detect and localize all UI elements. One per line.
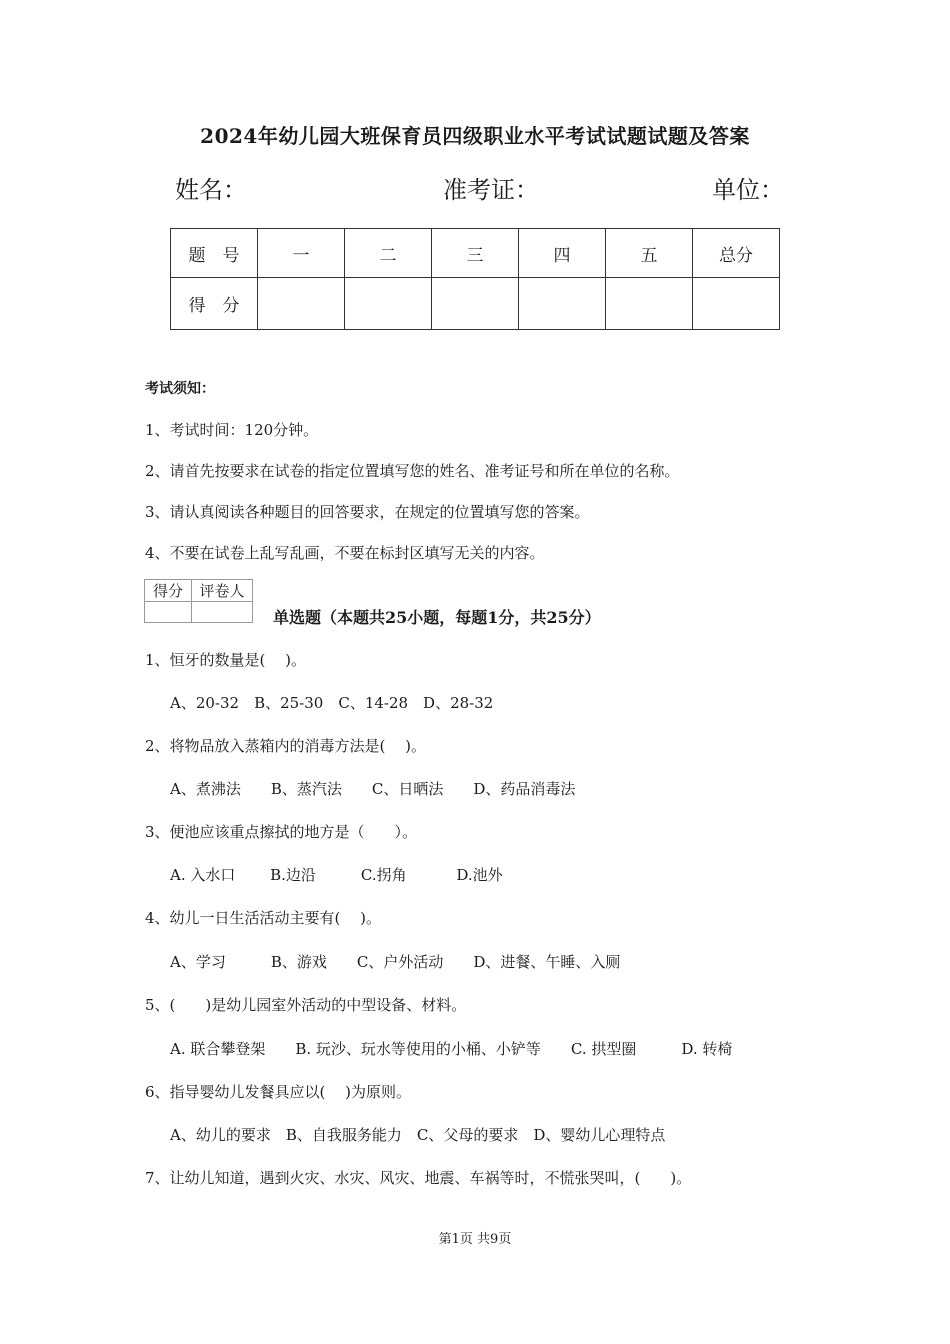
question: 4、幼儿一日生活活动主要有( )。 bbox=[145, 909, 382, 927]
score-table-score-row bbox=[171, 278, 780, 330]
score-header-cell: 题 号 bbox=[171, 229, 258, 278]
notice-item: 3、请认真阅读各种题目的回答要求，在规定的位置填写您的答案。 bbox=[145, 503, 590, 521]
score-header-cell: 一 bbox=[258, 229, 345, 278]
score-header-cell: 二 bbox=[345, 229, 432, 278]
question: 7、让幼儿知道，遇到火灾、水灾、风灾、地震、车祸等时，不慌张哭叫，( )。 bbox=[145, 1169, 692, 1187]
score-header-cell: 三 bbox=[432, 229, 519, 278]
section-title: 单选题（本题共25小题，每题1分，共25分） bbox=[273, 608, 601, 627]
question-options: A、20-32 B、25-30 C、14-28 D、28-32 bbox=[170, 694, 494, 712]
score-header-cell: 五 bbox=[606, 229, 693, 278]
grader-name-label: 评卷人 bbox=[192, 580, 253, 602]
score-cell bbox=[258, 278, 345, 330]
grader-name-cell bbox=[192, 602, 253, 623]
question: 5、( )是幼儿园室外活动的中型设备、材料。 bbox=[145, 996, 467, 1014]
grader-score-label: 得分 bbox=[145, 580, 192, 602]
grader-score-cell bbox=[145, 602, 192, 623]
score-table bbox=[170, 228, 780, 330]
score-table-header-row bbox=[171, 229, 780, 278]
unit-field-label: 单位： bbox=[712, 176, 784, 204]
notice-item: 4、不要在试卷上乱写乱画，不要在标封区填写无关的内容。 bbox=[145, 544, 545, 562]
notice-item: 1、考试时间：120分钟。 bbox=[145, 421, 319, 439]
score-row-label: 得 分 bbox=[171, 278, 258, 330]
page-title: 2024年幼儿园大班保育员四级职业水平考试试题试题及答案 bbox=[200, 124, 750, 148]
score-cell bbox=[606, 278, 693, 330]
score-header-cell: 总分 bbox=[693, 229, 780, 278]
question: 6、指导婴幼儿发餐具应以( )为原则。 bbox=[145, 1083, 412, 1101]
question: 1、恒牙的数量是( )。 bbox=[145, 651, 307, 669]
exam-id-field-label: 准考证： bbox=[443, 176, 539, 204]
score-cell bbox=[432, 278, 519, 330]
question-options: A、煮沸法 B、蒸汽法 C、日晒法 D、药品消毒法 bbox=[170, 780, 576, 798]
notice-heading: 考试须知： bbox=[145, 381, 215, 397]
score-cell bbox=[345, 278, 432, 330]
question-options: A、幼儿的要求 B、自我服务能力 C、父母的要求 D、婴幼儿心理特点 bbox=[170, 1126, 666, 1144]
notice-item: 2、请首先按要求在试卷的指定位置填写您的姓名、准考证号和所在单位的名称。 bbox=[145, 462, 680, 480]
score-cell bbox=[519, 278, 606, 330]
grader-box bbox=[144, 579, 253, 623]
question: 3、便池应该重点擦拭的地方是（ ）。 bbox=[145, 823, 418, 841]
score-header-cell: 四 bbox=[519, 229, 606, 278]
question-options: A、学习 B、游戏 C、户外活动 D、进餐、午睡、入厕 bbox=[170, 953, 621, 971]
question: 2、将物品放入蒸箱内的消毒方法是( )。 bbox=[145, 737, 427, 755]
question-options: A. 联合攀登架 B. 玩沙、玩水等使用的小桶、小铲等 C. 拱型圈 D. 转椅 bbox=[170, 1040, 733, 1058]
question-options: A. 入水口 B.边沿 C.拐角 D.池外 bbox=[170, 866, 503, 884]
score-cell bbox=[693, 278, 780, 330]
page-footer: 第1页 共9页 bbox=[438, 1232, 512, 1247]
name-field-label: 姓名： bbox=[175, 176, 247, 204]
